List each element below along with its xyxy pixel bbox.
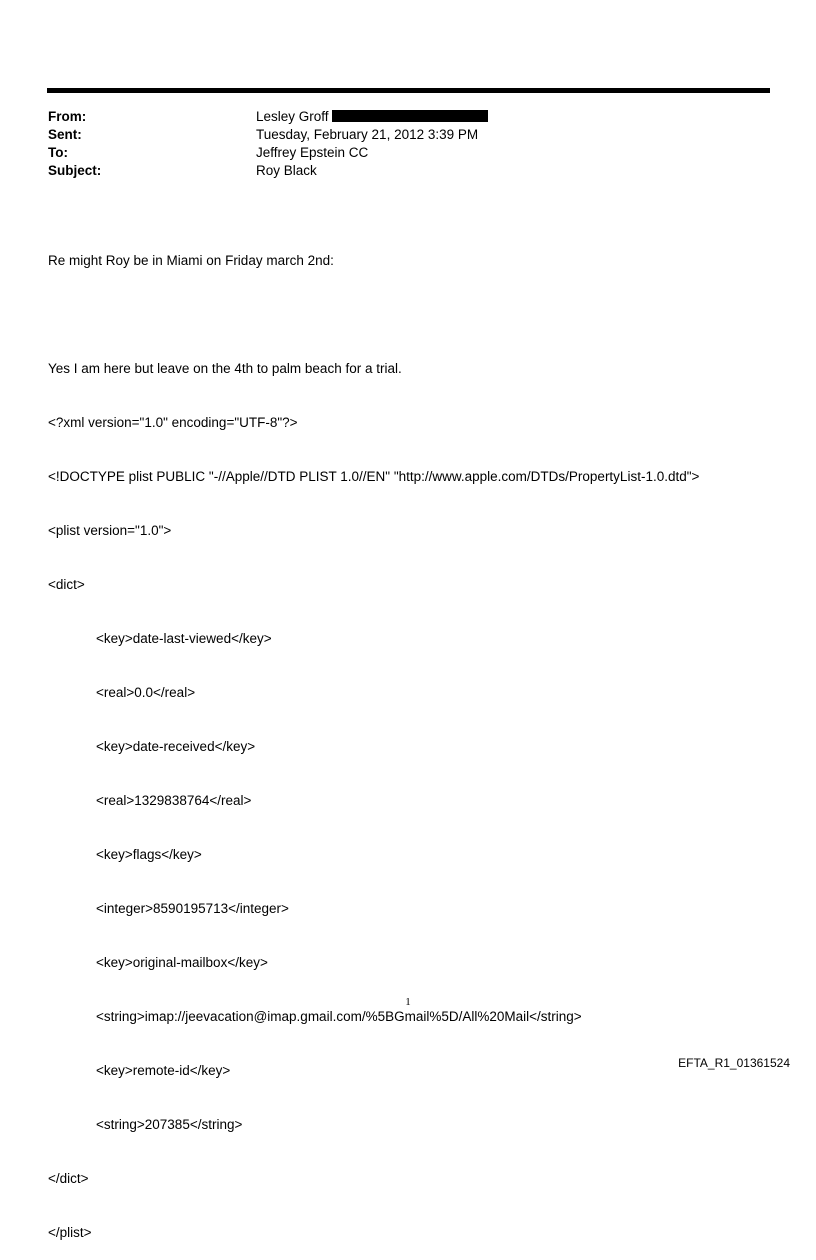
- sent-value: Tuesday, February 21, 2012 3:39 PM: [256, 127, 479, 142]
- dict-entry: <key>remote-id</key>: [96, 1063, 231, 1078]
- subject-label: Subject:: [48, 163, 102, 178]
- redaction-bar: [332, 110, 488, 122]
- dict-entry: <real>0.0</real>: [96, 685, 196, 700]
- from-label: From:: [48, 109, 87, 124]
- to-value: Jeffrey Epstein CC: [256, 145, 369, 160]
- dict-entry: <string>imap://jeevacation@imap.gmail.com/%5BGmail%5D/All%20Mail</string>: [96, 1009, 582, 1024]
- bates-number: EFTA_R1_01361524: [678, 1056, 790, 1070]
- body-line: Re might Roy be in Miami on Friday march 2nd:: [48, 253, 334, 268]
- xml-declaration: <?xml version="1.0" encoding="UTF-8"?>: [48, 415, 298, 430]
- dict-entry: <integer>8590195713</integer>: [96, 901, 289, 916]
- sent-label: Sent:: [48, 127, 82, 142]
- email-body: [48, 216, 699, 1260]
- plist-close-tag: </plist>: [48, 1225, 92, 1240]
- to-row: [48, 144, 488, 162]
- sent-row: [48, 126, 488, 144]
- subject-value: Roy Black: [256, 163, 317, 178]
- dict-entry: <key>original-mailbox</key>: [96, 955, 268, 970]
- header-divider-rule: [47, 88, 770, 93]
- dict-entry: <key>flags</key>: [96, 847, 202, 862]
- dict-entry: <real>1329838764</real>: [96, 793, 252, 808]
- from-value: [256, 108, 488, 126]
- dict-open-tag: <dict>: [48, 577, 85, 592]
- plist-open-tag: <plist version="1.0">: [48, 523, 172, 538]
- dict-entry: <key>date-received</key>: [96, 739, 256, 754]
- doctype-line: <!DOCTYPE plist PUBLIC "-//Apple//DTD PLIST 1.0//EN" "http://www.apple.com/DTDs/PropertyList-1.0.dtd">: [48, 469, 700, 484]
- dict-entry: <key>date-last-viewed</key>: [96, 631, 272, 646]
- to-label: To:: [48, 145, 68, 160]
- email-header: [48, 108, 488, 180]
- from-row: [48, 108, 488, 126]
- blank-line: [48, 306, 699, 324]
- subject-row: [48, 162, 488, 180]
- dict-close-tag: </dict>: [48, 1171, 89, 1186]
- from-name: Lesley Groff: [256, 109, 329, 124]
- page-number: 1: [405, 996, 411, 1008]
- body-line: Yes I am here but leave on the 4th to palm beach for a trial.: [48, 361, 402, 376]
- dict-entry: <string>207385</string>: [96, 1117, 243, 1132]
